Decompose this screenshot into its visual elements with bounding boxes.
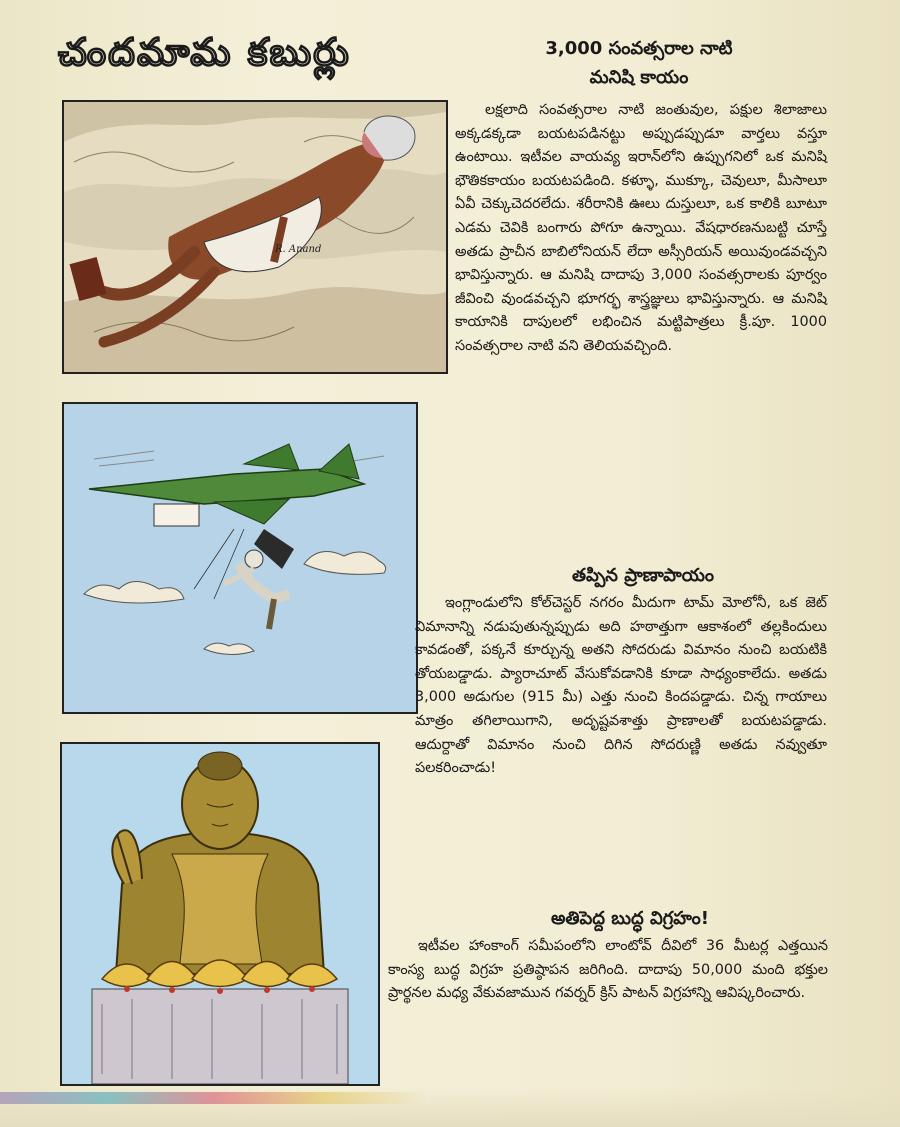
buddha-statue-illustration [60,742,380,1086]
article-2-paragraph: ఇంగ్లాండులోని కోల్‌చెస్టర్ నగరం మీదుగా టామ్ మోలోనీ, ఒక జెట్ విమానాన్ని నడుపుతున్నప్పుడు అది హఠాత్తుగా ఆకాశంలో తల్లకిందులు కావడంతో, పక్కనే కూర్చున్న అతని సోదరుడు విమానం నుంచి బయటికి తోయబడ్డాడు. ప్యారాచూట్ వేసుకోవడానికి కూడా సాధ్యంకాలేదు. అతడు 3,000 అడుగుల (915 మీ) ఎత్తు నుంచి కిందపడ్డాడు. చిన్న గాయాలు మాత్రం తగిలాయిగాని, అదృష్టవశాత్తు ప్రాణాలతో బయటపడ్డాడు. ఆదుర్దాతో విమానం నుంచి దిగిన సోదరుణ్ణి అతడు నవ్వుతూ పలకరించాడు! [415,595,827,777]
article-1-paragraph: లక్షలాది సంవత్సరాల నాటి జంతువుల, పక్షుల శిలాజాలు అక్కడక్కడా బయటపడినట్టు అప్పుడప్పుడూ వార్తలు వస్తూ ఉంటాయి. ఇటీవల వాయవ్య ఇరాన్‌లోని ఉప్పుగనిలో ఒక మనిషి భౌతికకాయం బయటపడింది. కళ్ళూ, ముక్కూ, చెవులూ, మీసాలూ ఏవీ చెక్కుచెదరలేదు. శరీరానికి ఊలు దుస్తులూ, ఒక కాలికి బూటూ ఎడమ చెవికి బంగారు పోగూ ఉన్నాయి. వేషధారణనుబట్టి చూస్తే అతడు ప్రాచీన బాబిలోనియన్ లేదా అస్సీరియన్ అయివుండవచ్చని భావిస్తున్నారు. ఆ మనిషి దాదాపు 3,000 సంవత్సరాలకు పూర్వం జీవించి వుండవచ్చని భూగర్భ శాస్త్రజ్ఞులు భావిస్తున్నారు. ఆ మనిషి కాయానికి దాపులలో లభించిన మట్టిపాత్రలు క్రీ.పూ. 1000 సంవత్సరాల నాటి వని తెలియవచ్చింది. [455,102,827,354]
artist-signature: R. Anand [275,244,322,255]
article-1-title-line-1: 3,000 సంవత్సరాల నాటి [545,38,733,59]
article-2-title: తప్పిన ప్రాణాపాయం [571,565,715,586]
section-masthead: చందమామ కబుర్లు [58,30,351,74]
jet-illustration [62,402,418,714]
article-3-title: అతిపెద్ద బుద్ధ విగ్రహం! [551,908,709,929]
article-2-body [415,592,827,781]
article-1-body [455,99,827,359]
article-1-title [474,34,804,92]
article-1-title-line-2: మనిషి కాయం [589,67,689,88]
article-3-paragraph: ఇటీవల హాంకాంగ్ సమీపంలోని లాంటోవ్ దీవిలో 36 మీటర్ల ఎత్తయిన కాంస్య బుద్ధ విగ్రహ ప్రతిష్ఠాపన జరిగింది. దాదాపు 50,000 మంది భక్తుల ప్రార్థనల మధ్య వేకువజామున గవర్నర్ క్రిస్ పాటన్ విగ్రహాన్ని ఆవిష్కరించారు. [388,938,828,1002]
mummy-illustration [62,100,448,374]
article-3-body [388,935,828,1006]
scan-edge-artifact [0,1092,430,1104]
